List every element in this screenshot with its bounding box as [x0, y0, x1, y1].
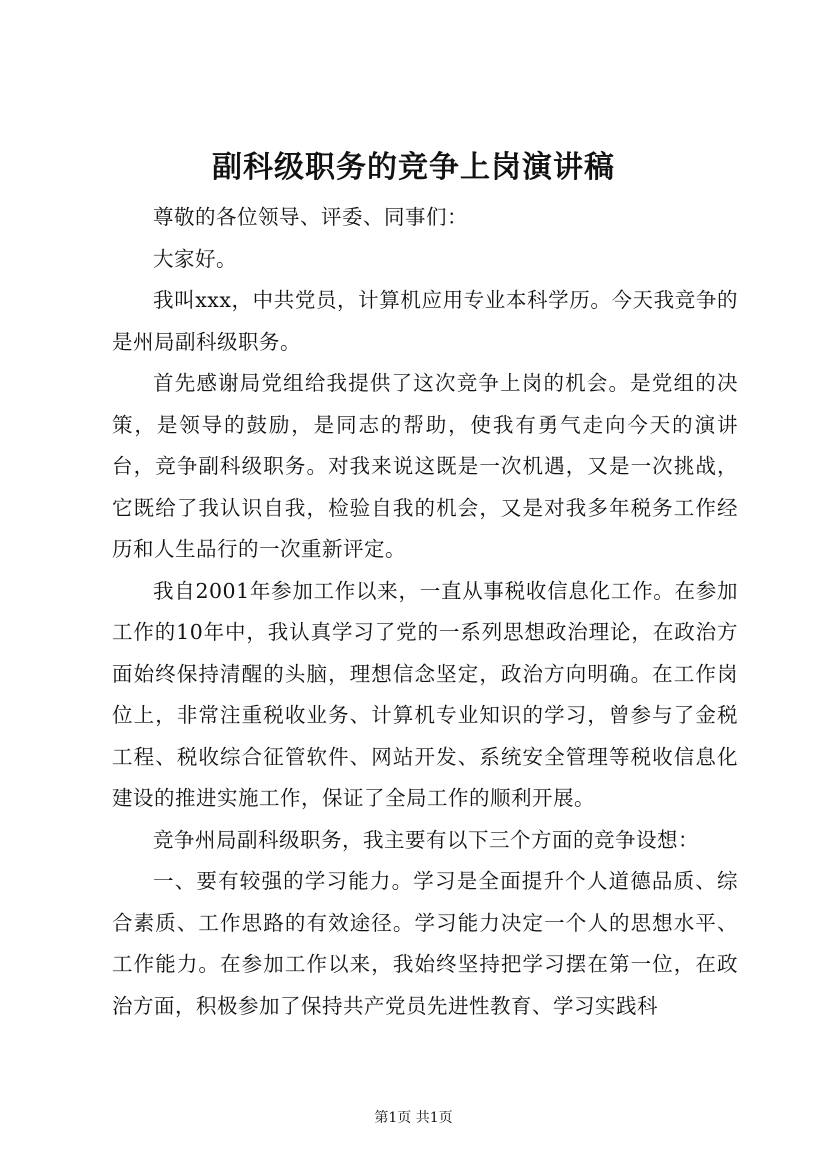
paragraph-introduction: 我叫xxx，中共党员，计算机应用专业本科学历。今天我竞争的是州局副科级职务。: [112, 288, 738, 354]
paragraph-thanks: 首先感谢局党组给我提供了这次竞争上岗的机会。是党组的决策，是领导的鼓励，是同志的帮助，使我有勇气走向今天的演讲台，竞争副科级职务。对我来说这既是一次机遇，又是一次挑战，它既给了我认识自我，检验自我的机会，又是对我多年税务工作经历和人生品行的一次重新评定。: [112, 371, 738, 561]
paragraph-plans-intro: 竞争州局副科级职务，我主要有以下三个方面的竞争设想：: [153, 827, 699, 852]
paragraph-salutation: 尊敬的各位领导、评委、同事们：: [153, 205, 468, 229]
document-body: [112, 197, 738, 1027]
page-footer: 第1页 共1页: [374, 1110, 453, 1126]
document-title: 副科级职务的竞争上岗演讲稿: [212, 150, 615, 185]
paragraph-work-history: 我自2001年参加工作以来，一直从事税收信息化工作。在参加工作的10年中，我认真学习了党的一系列思想政治理论，在政治方面始终保持清醒的头脑，理想信念坚定，政治方向明确。在工作岗位上，非常注重税收业务、计算机专业知识的学习，曾参与了金税工程、税收综合征管软件、网站开发、系统安全管理等税收信息化建设的推进实施工作，保证了全局工作的顺利开展。: [112, 578, 738, 810]
paragraph-greeting: 大家好。: [153, 246, 237, 271]
paragraph-plan-one: 一、要有较强的学习能力。学习是全面提升个人道德品质、综合素质、工作思路的有效途径。学习能力决定一个人的思想水平、工作能力。在参加工作以来，我始终坚持把学习摆在第一位，在政治方面，积极参加了保持共产党员先进性教育、学习实践科: [112, 869, 738, 1018]
